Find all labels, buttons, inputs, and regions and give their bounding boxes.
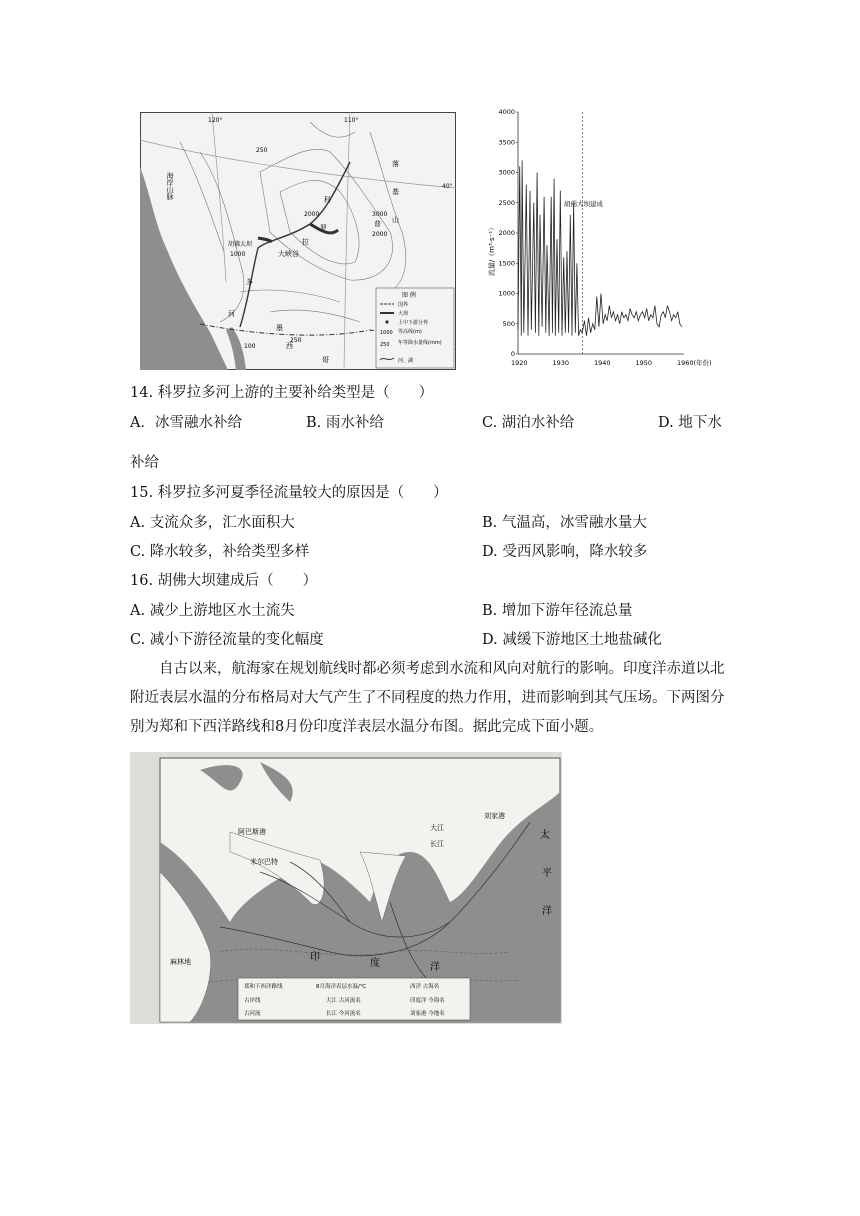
q14-option-a: A．冰雪融水补给 — [130, 415, 242, 431]
map-label: 250 — [256, 147, 268, 154]
y-tick-label: 0 — [510, 350, 515, 358]
map-label: 基 — [392, 188, 399, 196]
map2-legend-item: 长江 今河流名 — [326, 1011, 361, 1017]
q15-option-b: B. 气温高，冰雪融水量大 — [482, 515, 647, 531]
map-label: 多 — [246, 278, 253, 286]
legend-title: 图 例 — [402, 292, 416, 299]
y-tick-label: 2500 — [498, 198, 515, 207]
map2-label: 刘家港 — [484, 812, 505, 820]
map2-legend-item: 印度洋 今海名 — [410, 998, 445, 1004]
y-tick-label: 500 — [502, 319, 515, 328]
map-label: 100 — [244, 343, 256, 350]
q16-stem: 16. 胡佛大坝建成后（ ） — [130, 573, 318, 589]
zheng-he-map-figure — [130, 752, 562, 1024]
map2-legend-item: 刘家港 今地名 — [410, 1011, 445, 1017]
dam-annotation: 胡佛大坝建成 — [564, 200, 603, 208]
map2-label: 长江 — [430, 840, 444, 848]
map2-label: 印 — [310, 952, 320, 963]
map-label: 哥 — [322, 356, 329, 364]
legend-item: 大坝 — [398, 311, 409, 317]
map-label: 海岸山脉 — [166, 172, 174, 200]
legend-item: 上中下游分界 — [398, 320, 429, 326]
map-legend — [376, 288, 454, 368]
q15-option-c: C. 降水较多，补给类型多样 — [130, 544, 310, 560]
map-label: 3000 — [372, 211, 388, 218]
q16-option-d: D. 减缓下游地区土地盐碱化 — [482, 632, 662, 648]
y-tick-label: 4000 — [498, 108, 515, 116]
map-label: 墨 — [276, 324, 283, 332]
map-label: 科 — [324, 196, 331, 204]
map2-label: 米尔巴特 — [250, 858, 278, 866]
map-label: 罗 — [320, 224, 327, 232]
map-label: 250 — [290, 337, 302, 344]
q14-option-c: C. 湖泊水补给 — [482, 415, 575, 431]
map2-legend-item: 郑和下西洋路线 — [244, 984, 283, 990]
map-label: 1000 — [230, 251, 246, 258]
y-tick-label: 1000 — [498, 289, 515, 298]
legend-num: 250 — [380, 342, 390, 348]
map-label: 拉 — [302, 238, 309, 246]
q15-stem: 15. 科罗拉多河夏季径流量较大的原因是（ ） — [130, 485, 448, 501]
colorado-map-figure — [140, 112, 456, 370]
x-tick-label: 1940 — [594, 359, 611, 367]
map2-label: 度 — [370, 958, 380, 969]
legend-item: 等高线(m) — [398, 329, 422, 335]
y-tick-label: 2000 — [498, 229, 515, 237]
map2-label: 太 — [540, 830, 550, 841]
legend-num: 1000 — [380, 330, 393, 336]
map2-legend-item: 西洋 古海名 — [410, 984, 440, 990]
q16-option-a: A. 减少上游地区水土流失 — [130, 603, 295, 619]
map2-legend-item: 古河流 — [244, 1011, 261, 1017]
lon110-label: 110° — [344, 117, 359, 124]
map2-legend — [238, 978, 470, 1020]
map-label: 山 — [392, 216, 399, 224]
lon120-label: 120° — [208, 117, 223, 124]
map-label: 普 — [374, 220, 381, 228]
map2-label: 平 — [542, 868, 552, 879]
q14-option-d: D. 地下水 — [658, 415, 722, 431]
legend-item: 国界 — [398, 302, 409, 308]
y-tick-label: 3000 — [498, 168, 515, 177]
map2-label: 大江 — [430, 824, 444, 832]
map-label: 河 — [228, 310, 235, 318]
y-tick-label: 3500 — [498, 138, 515, 147]
map-label: 大峡谷 — [278, 250, 299, 258]
map2-legend-item: 8月海洋表层水温/℃ — [316, 984, 367, 990]
q14-option-b: B. 雨水补给 — [306, 415, 384, 431]
legend-item: 河、湖 — [398, 358, 414, 364]
q15-option-a: A. 支流众多，汇水面积大 — [130, 515, 295, 531]
map2-label: 洋 — [542, 906, 552, 917]
x-tick-label: 1930 — [552, 359, 570, 367]
map-label: 西 — [286, 342, 293, 350]
x-tick-label: 1950 — [635, 359, 653, 367]
q16-option-b: B. 增加下游年径流总量 — [482, 603, 633, 619]
q14-stem: 14. 科罗拉多河上游的主要补给类型是（ ） — [130, 385, 434, 401]
map-label: 落 — [392, 160, 399, 168]
lat40-label: 40° — [442, 183, 453, 190]
map-label: 胡佛大坝 — [228, 241, 253, 248]
legend-item: 年等降水量线(mm) — [398, 340, 442, 346]
passage-paragraph: 自古以来，航海家在规划航线时都必须考虑到水流和风向对航行的影响。印度洋赤道以北附近表层水温的分布格局对大气产生了不同程度的热力作用，进而影响到其气压场。下两图分别为郑和下西洋路线和8月份印度洋表层水温分布图。据此完成下面小题。 — [130, 661, 725, 735]
map-label: 2000 — [304, 211, 320, 218]
map2-label: 洋 — [430, 962, 440, 973]
map2-legend-item: 古岸线 — [244, 998, 261, 1004]
map2-label: 阿巴斯港 — [238, 828, 266, 836]
x-tick-label: 1920 — [511, 359, 528, 367]
y-tick-label: 1500 — [498, 259, 515, 268]
q16-option-c: C. 减小下游径流量的变化幅度 — [130, 632, 324, 648]
y-axis-label: 流量/（m³·s⁻¹） — [488, 223, 496, 277]
flow-series-line — [518, 160, 682, 335]
q14-option-d-cont: 补给 — [130, 455, 159, 471]
map2-label: 麻林地 — [170, 958, 191, 966]
map2-legend-item: 大江 古河流名 — [326, 998, 361, 1004]
x-tick-label: 1960(年份) — [677, 359, 712, 367]
zheng-he-map — [130, 752, 562, 1024]
flow-chart-figure — [484, 100, 724, 374]
map-label: 2000 — [372, 231, 388, 238]
flow-chart — [484, 100, 724, 374]
q15-option-d: D. 受西风影响，降水较多 — [482, 544, 648, 560]
colorado-map — [140, 112, 456, 370]
